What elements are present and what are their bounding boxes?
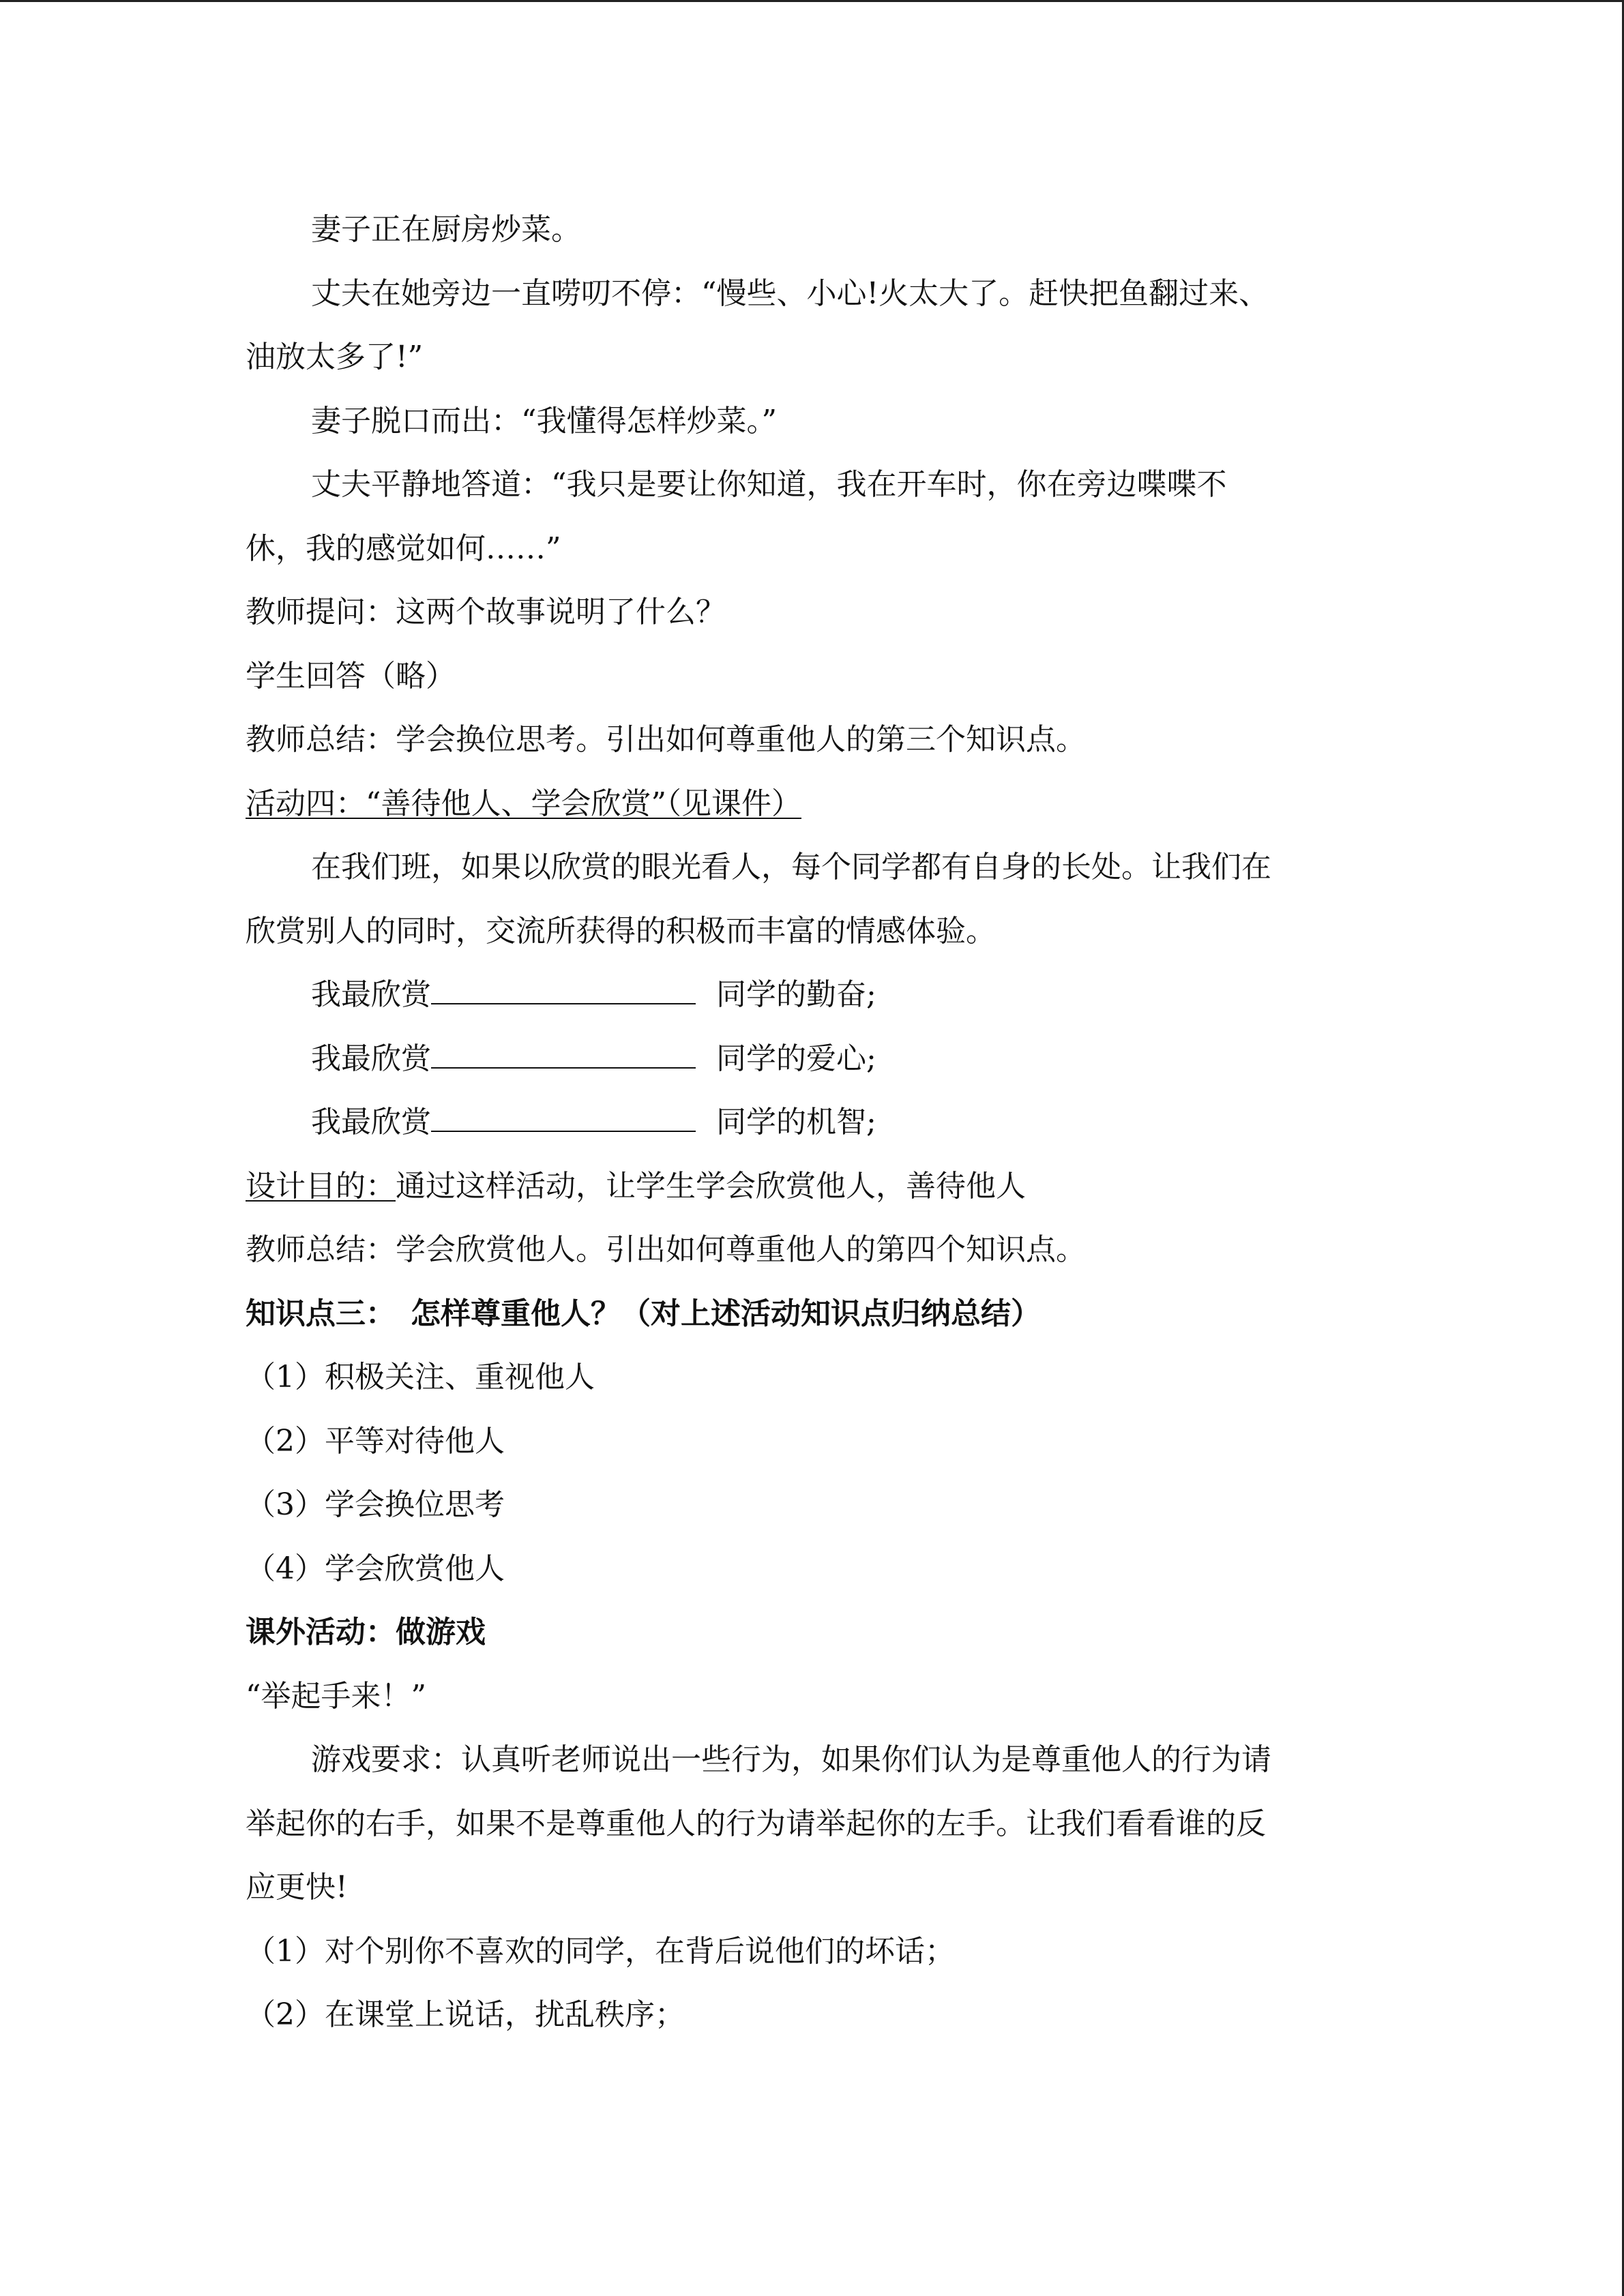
story-line: 丈夫平静地答道：“我只是要让你知道，我在开车时，你在旁边喋喋不 xyxy=(311,467,1227,502)
document-body xyxy=(246,198,1371,2047)
story-line: 油放太多了!” xyxy=(246,340,424,374)
teacher-summary: 教师总结：学会欣赏他人。引出如何尊重他人的第四个知识点。 xyxy=(246,1232,1086,1267)
game-rules-line: 游戏要求：认真听老师说出一些行为，如果你们认为是尊重他人的行为请 xyxy=(311,1742,1271,1777)
fill-in-blank xyxy=(431,1101,696,1132)
game-rules-line: 应更快! xyxy=(246,1870,348,1905)
behavior-item: （1）对个别你不喜欢的同学，在背后说他们的坏话； xyxy=(246,1933,955,1969)
game-rules-line: 举起你的右手，如果不是尊重他人的行为请举起你的左手。让我们看看谁的反 xyxy=(246,1806,1266,1841)
knowledge-point-item: （1）积极关注、重视他人 xyxy=(246,1360,595,1395)
design-purpose-label: 设计目的： xyxy=(246,1168,396,1204)
appreciation-item: 同学的机智; xyxy=(716,1105,876,1139)
fill-in-blank xyxy=(431,973,696,1004)
appreciation-prefix: 我最欣赏 xyxy=(311,1041,431,1076)
behavior-item: （2）在课堂上说话，扰乱秩序； xyxy=(246,1997,685,2032)
appreciation-item: 同学的勤奋; xyxy=(716,977,876,1012)
story-line: 妻子正在厨房炒菜。 xyxy=(311,212,581,247)
knowledge-point-item: （3）学会换位思考 xyxy=(246,1487,505,1522)
appreciation-prefix: 我最欣赏 xyxy=(311,977,431,1012)
appreciation-line xyxy=(246,1027,1371,1091)
game-name: “举起手来！” xyxy=(246,1678,426,1714)
design-purpose-text: 通过这样活动，让学生学会欣赏他人，善待他人 xyxy=(396,1168,1026,1204)
knowledge-point-heading: 知识点三： 怎样尊重他人？（对上述活动知识点归纳总结） xyxy=(246,1296,1041,1331)
appreciation-line xyxy=(246,1090,1371,1154)
activity-paragraph-line: 欣赏别人的同时，交流所获得的积极而丰富的情感体验。 xyxy=(246,913,996,949)
story-line: 丈夫在她旁边一直唠叨不停：“慢些、小心!火太大了。赶快把鱼翻过来、 xyxy=(311,275,1269,311)
knowledge-point-item: （4）学会欣赏他人 xyxy=(246,1551,505,1586)
teacher-summary: 教师总结：学会换位思考。引出如何尊重他人的第三个知识点。 xyxy=(246,722,1086,757)
student-answer: 学生回答（略） xyxy=(246,658,456,694)
appreciation-prefix: 我最欣赏 xyxy=(311,1105,431,1139)
page-top-border xyxy=(0,0,1624,2)
design-purpose xyxy=(246,1154,1371,1219)
appreciation-line xyxy=(246,963,1371,1027)
knowledge-point-item: （2）平等对待他人 xyxy=(246,1423,505,1459)
activity-four-title-text: 活动四：“善待他人、学会欣赏”（见课件） xyxy=(246,786,801,821)
appreciation-item: 同学的爱心; xyxy=(716,1041,876,1076)
extracurricular-heading: 课外活动：做游戏 xyxy=(246,1615,486,1650)
activity-four-title xyxy=(246,772,1371,836)
teacher-question: 教师提问：这两个故事说明了什么？ xyxy=(246,595,726,629)
activity-paragraph-line: 在我们班，如果以欣赏的眼光看人，每个同学都有自身的长处。让我们在 xyxy=(311,850,1271,884)
story-line: 妻子脱口而出：“我懂得怎样炒菜。” xyxy=(311,403,777,438)
fill-in-blank xyxy=(431,1037,696,1069)
story-line: 休，我的感觉如何……” xyxy=(246,531,561,566)
